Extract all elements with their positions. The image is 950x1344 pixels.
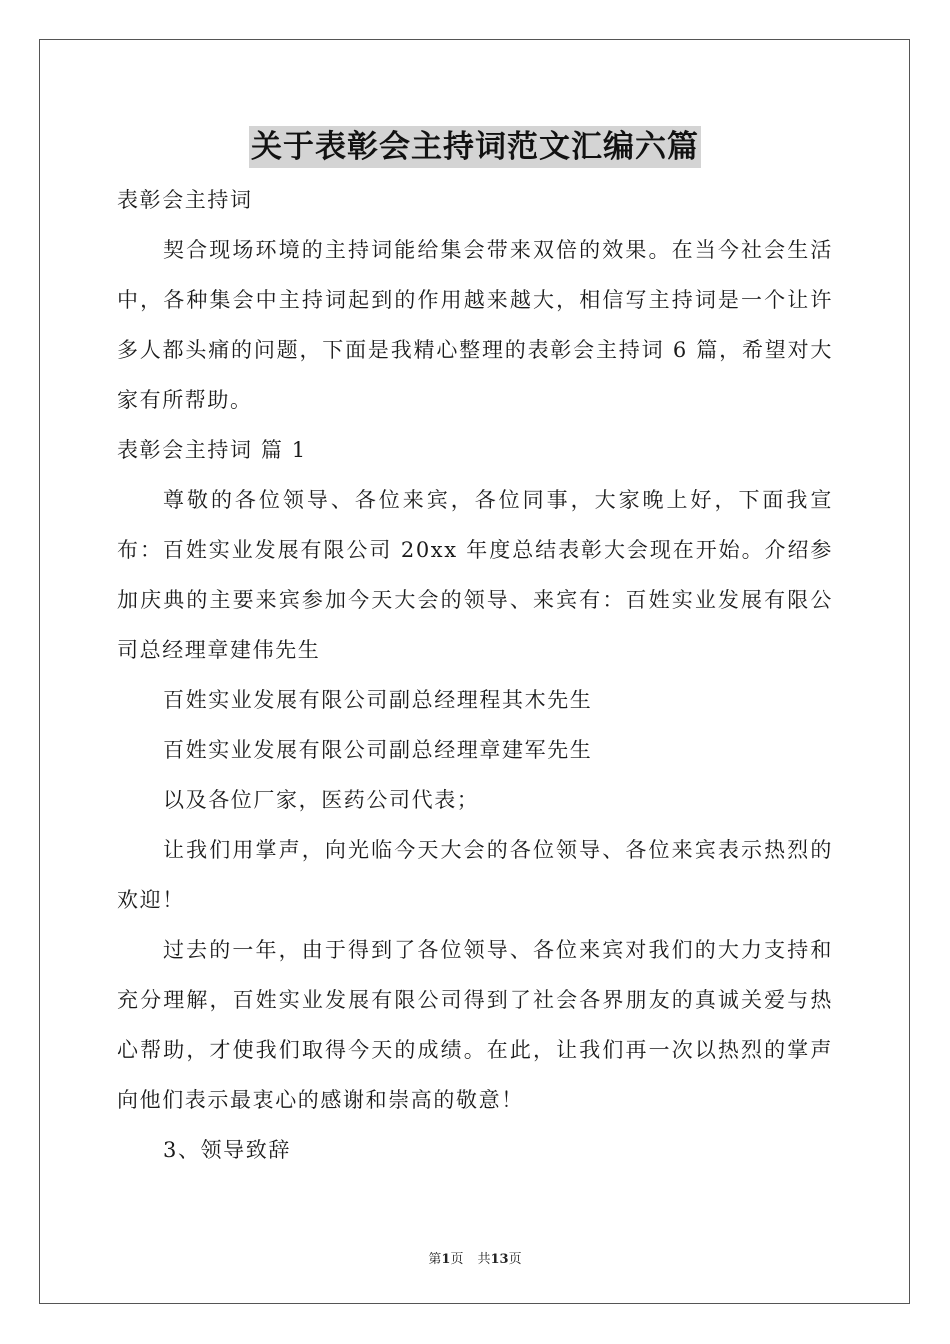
page-footer <box>0 1248 950 1267</box>
body-paragraph: 百姓实业发展有限公司副总经理程其木先生 <box>163 688 593 712</box>
document-body <box>117 175 833 1175</box>
page-prefix: 第 <box>428 1252 442 1267</box>
title-wrap <box>0 126 950 168</box>
body-paragraph: 让我们用掌声，向光临今天大会的各位领导、各位来宾表示热烈的欢迎！ <box>117 838 833 912</box>
total-prefix: 共 <box>477 1252 491 1267</box>
page-suffix: 页 <box>450 1252 464 1267</box>
body-paragraph: 3、领导致辞 <box>163 1138 291 1162</box>
body-paragraph: 以及各位厂家，医药公司代表； <box>163 788 480 812</box>
intro-paragraph: 契合现场环境的主持词能给集会带来双倍的效果。在当今社会生活中，各种集会中主持词起到的作用越来越大，相信写主持词是一个让许多人都头痛的问题，下面是我精心整理的表彰会主持词 6 篇，希望对大家有所帮助。 <box>117 238 833 412</box>
section-heading: 表彰会主持词 <box>117 188 253 212</box>
body-paragraph: 尊敬的各位领导、各位来宾，各位同事，大家晚上好，下面我宣布：百姓实业发展有限公司 20xx 年度总结表彰大会现在开始。介绍参加庆典的主要来宾参加今天大会的领导、来宾有：百姓实业发展有限公司总经理章建伟先生 <box>117 488 833 662</box>
document-title: 关于表彰会主持词范文汇编六篇 <box>249 126 701 168</box>
total-suffix: 页 <box>508 1252 522 1267</box>
section-heading: 表彰会主持词 篇 1 <box>117 438 307 462</box>
body-paragraph: 百姓实业发展有限公司副总经理章建军先生 <box>163 738 593 762</box>
current-page-number: 1 <box>441 1252 451 1267</box>
total-page-count: 13 <box>490 1252 509 1267</box>
body-paragraph: 过去的一年，由于得到了各位领导、各位来宾对我们的大力支持和充分理解，百姓实业发展有限公司得到了社会各界朋友的真诚关爱与热心帮助，才使我们取得今天的成绩。在此，让我们再一次以热烈的掌声向他们表示最衷心的感谢和崇高的敬意！ <box>117 938 833 1112</box>
